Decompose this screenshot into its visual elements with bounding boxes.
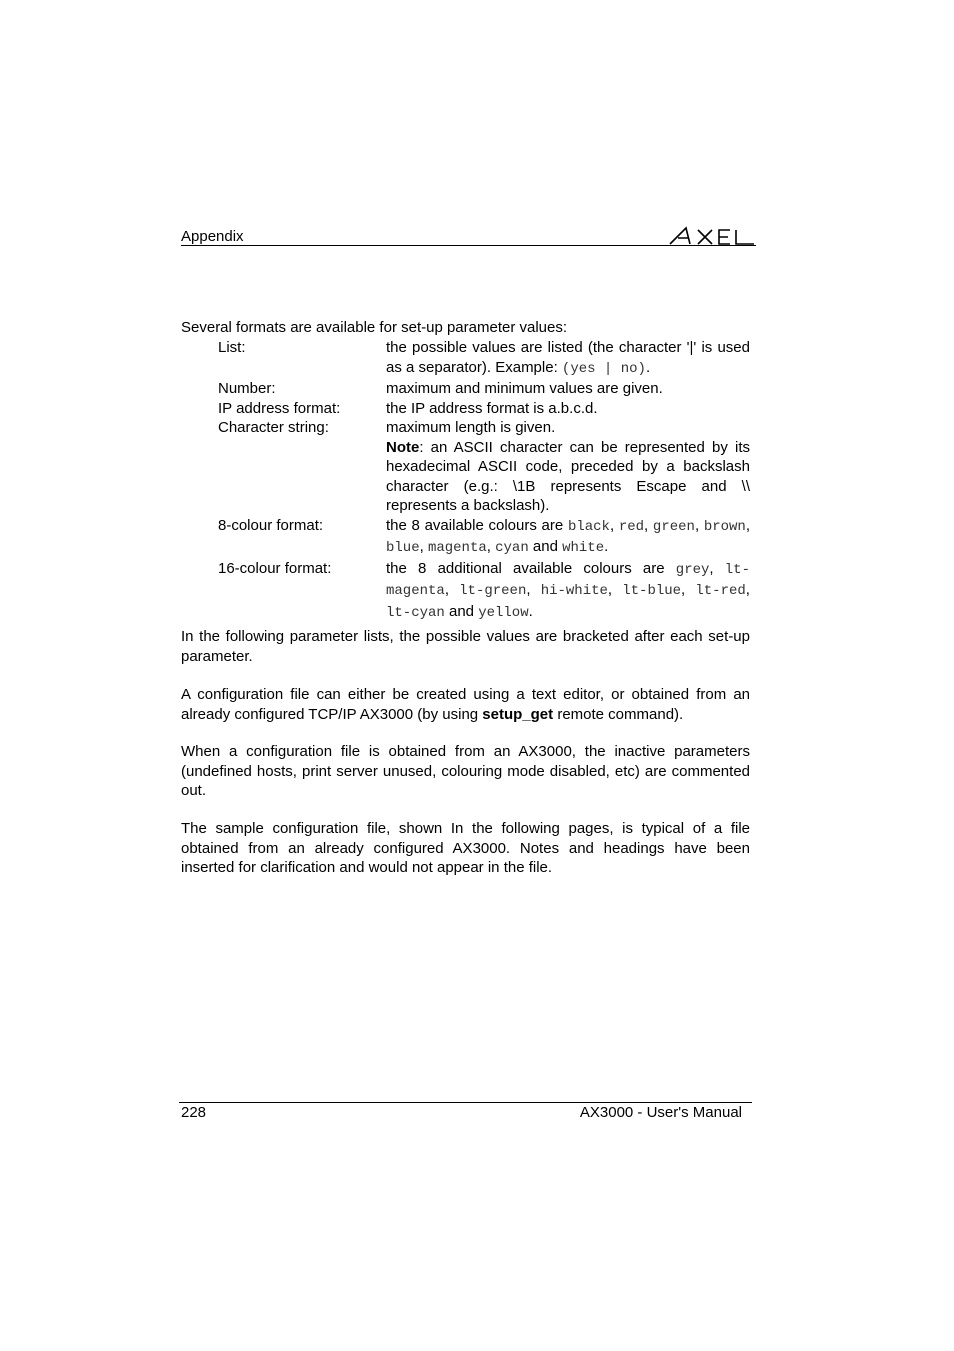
axel-logo bbox=[668, 224, 756, 246]
format-desc: maximum and minimum values are given. bbox=[386, 380, 663, 397]
paragraph-inactive-params: When a configuration file is obtained from an AX3000, the inactive parameters (undefined hosts, print server unused, colouring mode disabled, etc) are commented out. bbox=[181, 743, 750, 799]
format-row-8colour bbox=[181, 516, 750, 559]
format-term: List: bbox=[218, 339, 246, 356]
format-note: Note: an ASCII character can be represented by its hexadecimal ASCII code, preceded by a backslash character (e.g.: \1B represents Escape and \\ represents a backslash). bbox=[386, 438, 750, 514]
format-desc: the 8 available colours are black, red, green, brown, blue, magenta, cyan and white. bbox=[386, 516, 750, 556]
note-label: Note bbox=[386, 438, 420, 456]
code-example: (yes | no) bbox=[561, 360, 646, 377]
paragraph-config-file: A configuration file can either be created using a text editor, or obtained from an already configured TCP/IP AX3000 (by using setup_get remote command). bbox=[181, 686, 750, 723]
format-desc bbox=[386, 418, 750, 516]
format-list bbox=[181, 338, 750, 623]
paragraph-sample-file: The sample configuration file, shown In the following pages, is typical of a file obtained from an already configured AX3000. Notes and headings have been inserted for clarification and would not appear in the file. bbox=[181, 820, 750, 876]
format-row-list bbox=[181, 338, 750, 379]
command-name: setup_get bbox=[482, 705, 554, 723]
footer-rule bbox=[179, 1102, 752, 1103]
format-desc: the possible values are listed (the character '|' is used as a separator). Example: (yes | no). bbox=[386, 339, 750, 377]
format-row-number bbox=[181, 379, 750, 399]
header-section-title: Appendix bbox=[181, 228, 244, 245]
format-row-16colour bbox=[181, 559, 750, 624]
format-term: Character string: bbox=[218, 419, 329, 436]
intro-text: Several formats are available for set-up parameter values: bbox=[181, 319, 568, 336]
format-term: IP address format: bbox=[218, 399, 341, 417]
paragraph-parameter-lists: In the following parameter lists, the possible values are bracketed after each set-up parameter. bbox=[181, 628, 750, 665]
page-number: 228 bbox=[181, 1104, 207, 1121]
format-term: 16-colour format: bbox=[218, 559, 332, 577]
format-desc: the 8 additional available colours are grey, lt-magenta, lt-green, hi-white, lt-blue, lt-red, lt-cyan and yellow. bbox=[386, 559, 750, 621]
manual-title: AX3000 - User's Manual bbox=[579, 1104, 742, 1121]
format-term: 8-colour format: bbox=[218, 516, 324, 534]
format-desc-main: maximum length is given. bbox=[386, 419, 556, 436]
format-desc: the IP address format is a.b.c.d. bbox=[386, 399, 598, 417]
format-term: Number: bbox=[218, 380, 276, 397]
format-row-ip bbox=[181, 399, 750, 419]
header-rule bbox=[181, 245, 756, 246]
format-row-string bbox=[181, 418, 750, 516]
